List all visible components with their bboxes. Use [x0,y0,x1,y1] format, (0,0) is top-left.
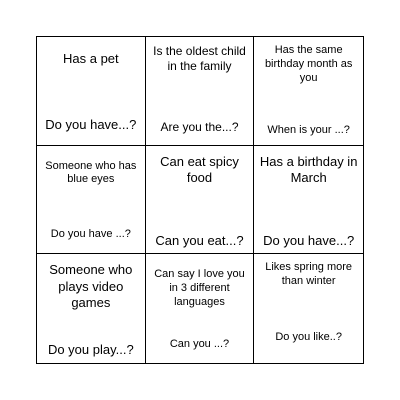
bingo-cell [37,37,146,146]
cell-question: When is your ...? [267,124,350,137]
cell-prompt: Can say I love you in 3 different languages [154,268,245,308]
bingo-cell [146,37,255,146]
cell-question: Do you like..? [275,330,342,343]
cell-prompt: Is the oldest child in the family [153,44,246,73]
bingo-card [36,36,364,364]
cell-question: Do you have...? [263,232,355,248]
cell-prompt: Has a pet [63,51,119,66]
cell-question: Do you have...? [45,117,137,133]
cell-prompt: Likes spring more than winter [265,261,353,288]
bingo-cell [37,254,146,363]
bingo-cell [254,37,363,146]
cell-question: Can you ...? [169,337,230,350]
bingo-cell [146,146,255,255]
cell-prompt: Someone who plays video games [49,262,133,310]
bingo-cell [37,146,146,255]
cell-prompt: Can eat spicy food [160,153,239,185]
cell-prompt: Someone who has blue eyes [45,159,137,186]
cell-question: Do you have ...? [50,228,131,241]
cell-question: Can you eat...? [155,232,244,248]
cell-question: Do you play...? [47,342,134,358]
bingo-cell [254,146,363,255]
cell-prompt: Has a birthday in March [259,153,358,185]
bingo-cell [146,254,255,363]
cell-question: Are you the...? [160,120,239,135]
bingo-cell [254,254,363,363]
cell-prompt: Has the same birthday month as you [264,44,353,84]
